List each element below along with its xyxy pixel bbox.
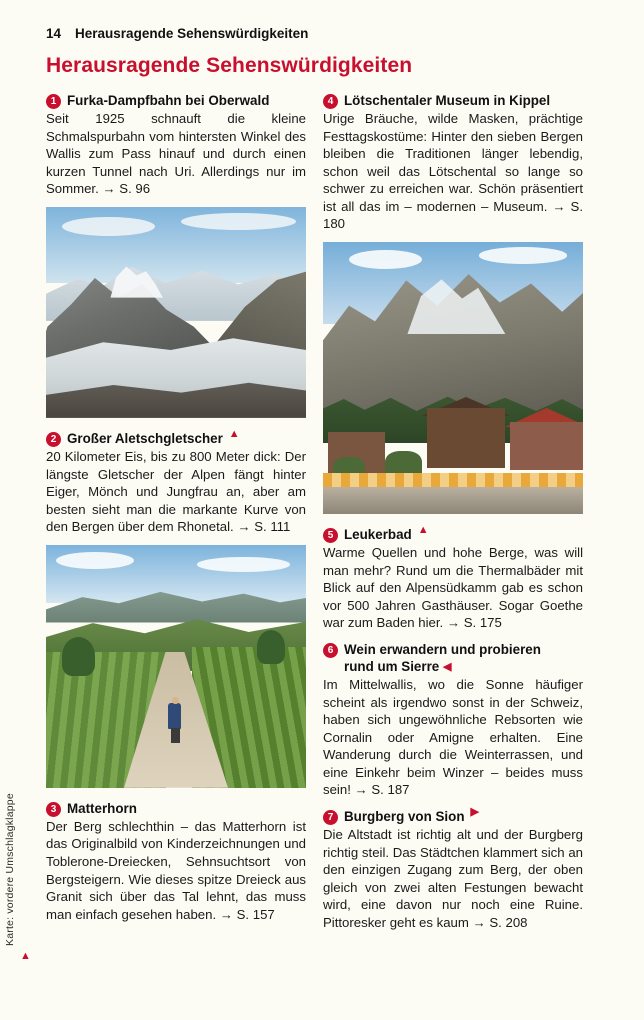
page-title: Herausragende Sehenswürdigkeiten — [46, 54, 413, 77]
cloud-shape — [479, 247, 567, 263]
entry-4-title: Lötschentaler Museum in Kippel — [344, 93, 551, 108]
entry-7-title: Burgberg von Sion — [344, 809, 465, 825]
entry-1-body: Seit 1925 schnauft die kleine Schmalspurbahn vom hintersten Winkel des Wallis zum Pass hinauf und durch einen kurzen Tunnel nach Uri. Allerdings nur im Sommer. → S. 96 — [46, 111, 306, 197]
entry-6-title-line2-text: rund um Sierre — [344, 659, 440, 675]
cloud-shape — [349, 250, 422, 269]
entry-6-title-line2 — [344, 658, 541, 675]
triangle-up-icon: ▲ — [417, 523, 429, 536]
right-column — [323, 92, 583, 940]
entry-5 — [323, 523, 583, 632]
page-number: 14 — [46, 26, 62, 41]
entry-5-body: Warme Quellen und hohe Berge, was will man mehr? Rund um die Thermalbäder mit Blick auf den Alpensüdkamm gab es schon vor 500 Jahren Gasthäuser. Sogar Goethe war zum Baden hier. → S. 175 — [323, 545, 583, 631]
photo-glacier — [46, 207, 306, 418]
entry-number-badge: 5 — [323, 528, 338, 543]
triangle-left-icon: ◀ — [442, 661, 452, 674]
entry-6-head — [323, 641, 583, 675]
left-column — [46, 92, 306, 940]
triangle-up-icon-side: ▲ — [20, 950, 31, 962]
entry-2 — [46, 427, 306, 536]
entry-4 — [323, 92, 583, 233]
entry-2-head — [46, 427, 306, 447]
tree-shape — [257, 630, 286, 664]
content-columns — [46, 92, 604, 940]
cloud-shape — [197, 557, 291, 572]
entry-number-badge: 6 — [323, 643, 338, 658]
entry-4-body: Urige Bräuche, wilde Masken, prächtige Festtagskostüme: Hinter den sieben Bergen bleiben die Traditionen länger lebendig, schon weil das Lötschental so lange so schwer zu erreichen war. Schön präsentiert ist all das im – modernen – Museum. → S. 180 — [323, 111, 583, 232]
village-house — [510, 422, 583, 471]
entry-6 — [323, 641, 583, 799]
hiker-body — [168, 703, 181, 730]
entry-4-head — [323, 92, 583, 109]
entry-7 — [323, 808, 583, 931]
triangle-up-icon: ▲ — [228, 427, 240, 440]
entry-1-head — [46, 92, 306, 109]
entry-number-badge: 3 — [46, 802, 61, 817]
entry-number-badge: 1 — [46, 94, 61, 109]
entry-number-badge: 4 — [323, 94, 338, 109]
entry-5-head — [323, 523, 583, 543]
running-head-title: Herausragende Sehenswürdigkeiten — [75, 26, 309, 41]
tree-shape — [62, 637, 96, 676]
entry-3-head — [46, 800, 306, 817]
entry-2-title: Großer Aletschgletscher — [67, 430, 223, 446]
cloud-shape — [181, 213, 295, 230]
entry-6-body: Im Mittelwallis, wo die Sonne häufiger scheint als irgendwo sonst in der Schweiz, haben sich ungewöhnliche Rebsorten wie Cornalin oder Amigne erhalten. Eine Wanderung durch die Weinterrassen, und eine Einkehr beim Winzer – beides muss sein! → S. 187 — [323, 677, 583, 798]
triangle-right-icon: ▶ — [470, 806, 479, 819]
photo-village-cliffs — [323, 242, 583, 514]
entry-6-title-line1: Wein erwandern und probieren — [344, 641, 541, 657]
entry-number-badge: 2 — [46, 432, 61, 447]
entry-3-body: Der Berg schlechthin – das Matterhorn ist das Originalbild von Kinderzeichnungen und Toblerone-Dreiecken, Sehnsuchtsort von Bergsteigern. Wie dieses spitze Dreieck aus Granit sich über das Tal lehnt, das muss man einfach gesehen haben. → S. 157 — [46, 818, 306, 922]
hiker-head — [172, 697, 179, 705]
entry-3 — [46, 800, 306, 923]
entry-1 — [46, 92, 306, 198]
village-house — [427, 408, 505, 468]
entry-5-title: Leukerbad — [344, 526, 412, 542]
side-caption: Karte: vordere Umschlagklappe — [4, 793, 16, 946]
hiker-legs — [171, 728, 180, 743]
village-ground — [323, 487, 583, 514]
photo-vineyard-path — [46, 545, 306, 788]
running-head — [46, 26, 604, 41]
entry-6-title — [344, 641, 541, 675]
entry-number-badge: 7 — [323, 810, 338, 825]
entry-3-title: Matterhorn — [67, 800, 137, 816]
entry-7-body: Die Altstadt ist richtig alt und der Burgberg richtig steil. Das Städtchen klammert sich an den einzigen Zugang zum Berg, der oben gleich von zwei alten Festungen bewacht wird, eine davon nur noch eine Ruine. Pittoresker geht es kaum → S. 208 — [323, 827, 583, 930]
entry-1-title: Furka-Dampfbahn bei Oberwald — [67, 93, 270, 108]
entry-2-body: 20 Kilometer Eis, bis zu 800 Meter dick: Der längste Gletscher der Alpen fängt hinter Eiger, Mönch und Jungfrau an, aber am besten sieht man die markante Kurve von den Bergen über dem Rhonetal. → S. 111 — [46, 449, 306, 535]
entry-7-head — [323, 808, 583, 825]
